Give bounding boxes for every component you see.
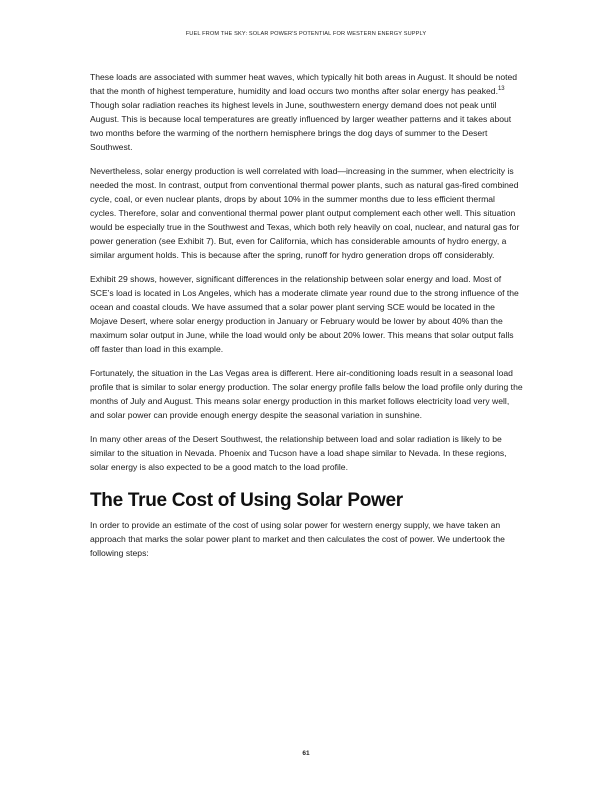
footnote-reference[interactable]: 13 bbox=[497, 86, 505, 93]
paragraph-las-vegas: Fortunately, the situation in the Las Vegas area is different. Here air-conditioning loads result in a seasonal load profile that is similar to solar energy production. The solar energy profile falls below the load profile only during the months of July and August. This means solar energy production in this market follows electricity load very well, and solar power can provide enough energy despite the seasonal variation in sunshine. bbox=[90, 368, 523, 420]
paragraph-desert-southwest: In many other areas of the Desert Southwest, the relationship between load and solar radiation is likely to be similar to the situation in Nevada. Phoenix and Tucson have a load shape similar to Nevada. In these regions, solar energy is also expected to be a good match to the load profile. bbox=[90, 434, 507, 472]
paragraph-text: These loads are associated with summer heat waves, which typically hit both areas in August. It should be noted that the month of highest temperature, humidity and load occurs two months after solar energy has peaked. bbox=[90, 72, 518, 96]
body-text bbox=[90, 70, 523, 570]
paragraph-load-correlation: Nevertheless, solar energy production is well correlated with load—increasing in the summer, when electricity is needed the most. In contrast, output from conventional thermal power plants, such as natural gas-fired combined cycle, coal, or even nuclear plants, drops by about 10% in the summer months due to less efficient thermal cycles. Therefore, solar and conventional thermal power plant output complement each other well. This situation would be especially true in the Southwest and Texas, which both rely heavily on coal, nuclear, and natural gas for power generation (see Exhibit 7). But, even for California, which has considerable amounts of hydro energy, a similar argument holds. This is because after the spring, runoff for hydro generation drops off considerably. bbox=[90, 166, 520, 260]
section-heading: The True Cost of Using Solar Power bbox=[90, 490, 403, 511]
paragraph-heat-waves bbox=[90, 70, 523, 154]
paragraph-text: Though solar radiation reaches its highest levels in June, southwestern energy demand does not peak until August. This is because local temperatures are greatly influenced by larger weather patterns and it takes about two months before the warming of the northern hemisphere brings the dog days of summer to the Desert Southwest. bbox=[90, 100, 512, 152]
page-number: 61 bbox=[302, 750, 310, 757]
paragraph-exhibit-29: Exhibit 29 shows, however, significant differences in the relationship between solar energy and load. Most of SCE’s load is located in Los Angeles, which has a moderate climate year round due to the strong influence of the ocean and coastal clouds. We have assumed that a solar power plant serving SCE would be located in the Mojave Desert, where solar energy production in January or February would be lower by about 40% than the maximum solar output in June, while the load would only be about 20% lower. This means that solar output falls off faster than load in this example. bbox=[90, 274, 519, 354]
paragraph-cost-approach: In order to provide an estimate of the cost of using solar power for western energy supply, we have taken an approach that marks the solar power plant to market and then calculates the cost of power. We undertook the following steps: bbox=[90, 520, 505, 558]
running-header: FUEL FROM THE SKY: SOLAR POWER'S POTENTIAL FOR WESTERN ENERGY SUPPLY bbox=[185, 31, 427, 37]
